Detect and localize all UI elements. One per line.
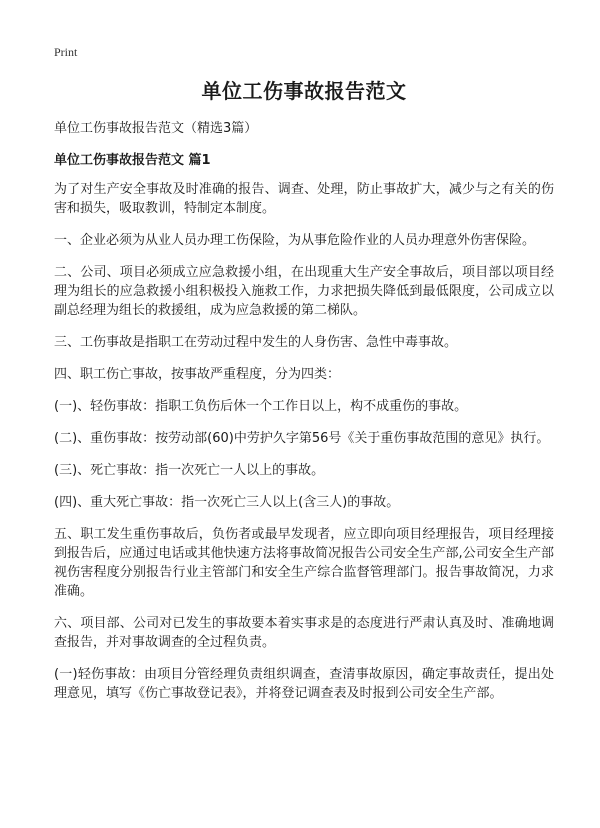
print-label: Print (54, 45, 78, 59)
paragraph-4-1: (一)、轻伤事故：指职工负伤后休一个工作日以上，构不成重伤的事故。 (54, 399, 468, 414)
document-subtitle: 单位工伤事故报告范文（精选3篇） (54, 121, 258, 136)
paragraph-4: 四、职工伤亡事故，按事故严重程度，分为四类： (54, 367, 341, 382)
paragraph-6-1: (一)轻伤事故：由项目分管经理负责组织调查，查清事故原因，确定事故责任，提出处理意见，填写《伤亡事故登记表》，并将登记调查表及时报到公司安全生产部。 (54, 667, 554, 701)
paragraph-6: 六、项目部、公司对已发生的事故要本着实事求是的态度进行严肃认真及时、准确地调查报告，并对事故调查的全过程负责。 (54, 616, 554, 650)
paragraph-4-3: (三)、死亡事故：指一次死亡一人以上的事故。 (54, 463, 325, 478)
paragraph-intro: 为了对生产安全事故及时准确的报告、调查、处理，防止事故扩大，减少与之有关的伤害和损失，吸取教训，特制定本制度。 (54, 182, 554, 216)
paragraph-1: 一、企业必须为从业人员办理工伤保险，为从事危险作业的人员办理意外伤害保险。 (54, 233, 536, 248)
paragraph-2: 二、公司、项目必须成立应急救援小组，在出现重大生产安全事故后，项目部以项目经理为组长的应急救援小组积极投入施救工作，力求把损失降低到最低限度，公司成立以副总经理为组长的救援组，成为应急救援的第二梯队。 (54, 265, 554, 318)
paragraph-4-4: (四)、重大死亡事故：指一次死亡三人以上(含三人)的事故。 (54, 495, 400, 510)
paragraph-3: 三、工伤事故是指职工在劳动过程中发生的人身伤害、急性中毒事故。 (54, 335, 458, 350)
section-heading: 单位工伤事故报告范文 篇1 (54, 153, 211, 168)
paragraph-5: 五、职工发生重伤事故后，负伤者或最早发现者，应立即向项目经理报告，项目经理接到报告后，应通过电话或其他快速方法将事故简况报告公司安全生产部,公司安全生产部视伤害程度分别报告行业主管部门和安全生产综合监督管理部门。报告事故简况，力求准确。 (54, 527, 554, 599)
paragraph-4-2: (二)、重伤事故：按劳动部(60)中劳护久字第56号《关于重伤事故范围的意见》执行。 (54, 431, 550, 446)
document-title: 单位工伤事故报告范文 (201, 79, 407, 103)
